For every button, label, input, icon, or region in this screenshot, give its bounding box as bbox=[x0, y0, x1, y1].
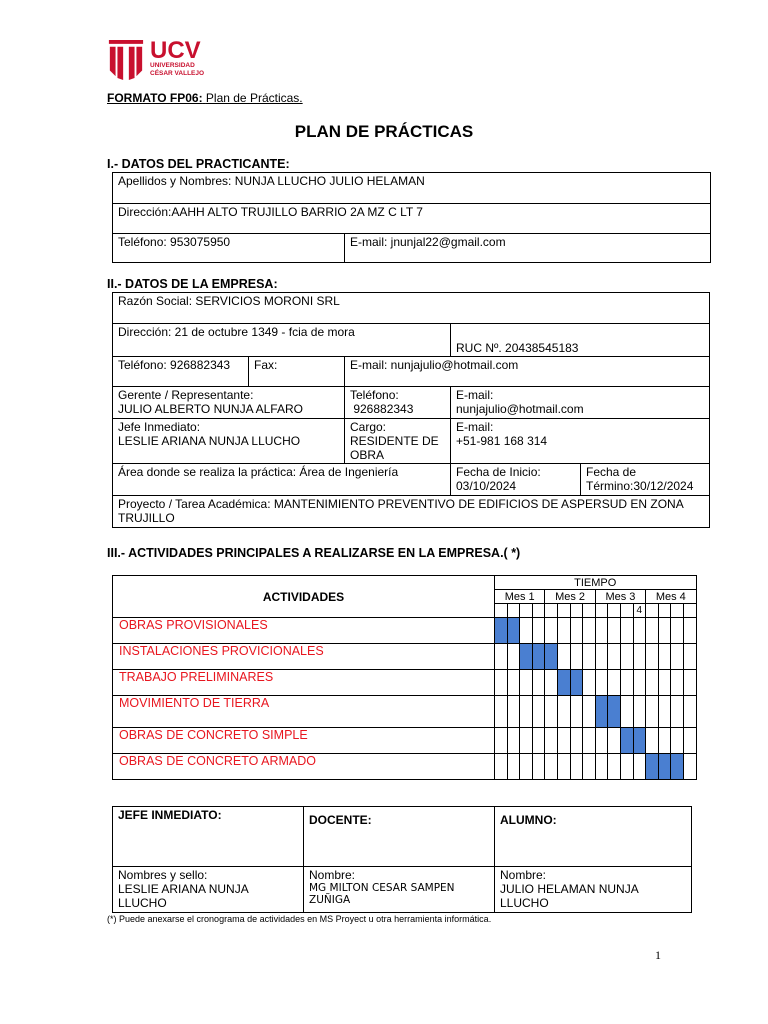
jefe-name: LESLIE ARIANA NUNJA LLUCHO bbox=[118, 434, 301, 448]
page-title: PLAN DE PRÁCTICAS bbox=[294, 122, 474, 141]
practicante-telefono: Teléfono: 953075950 bbox=[113, 234, 345, 263]
firma-alumno-cell bbox=[495, 867, 692, 913]
jefe-email-label: E-mail: bbox=[456, 420, 494, 434]
gantt-empty-cell bbox=[532, 670, 545, 696]
gantt-empty-cell bbox=[583, 670, 596, 696]
gantt-empty-cell bbox=[658, 728, 671, 754]
gantt-empty-cell bbox=[532, 728, 545, 754]
gantt-empty-cell bbox=[646, 644, 659, 670]
jefe-cargo-cell bbox=[345, 419, 451, 464]
empresa-direccion: Dirección: 21 de octubre 1349 - fcia de mora bbox=[113, 324, 451, 357]
gerente-telefono: 926882343 bbox=[350, 402, 414, 416]
gantt-empty-cell bbox=[683, 670, 696, 696]
jefe-email: +51-981 168 314 bbox=[456, 434, 548, 448]
gantt-empty-cell bbox=[595, 728, 608, 754]
gantt-empty-cell bbox=[545, 618, 558, 644]
gantt-empty-cell bbox=[557, 696, 570, 728]
gantt-empty-cell bbox=[507, 644, 520, 670]
gantt-empty-cell bbox=[495, 728, 508, 754]
gantt-month-1: Mes 1 bbox=[495, 590, 545, 604]
gantt-empty-cell bbox=[633, 754, 646, 780]
gantt-bar-cell bbox=[520, 644, 533, 670]
gantt-header-tiempo: TIEMPO bbox=[495, 576, 697, 590]
gerente-name: JULIO ALBERTO NUNJA ALFARO bbox=[118, 402, 303, 416]
gantt-bar-cell bbox=[557, 670, 570, 696]
gantt-month-4: Mes 4 bbox=[646, 590, 696, 604]
gantt-row bbox=[113, 728, 697, 754]
gantt-row bbox=[113, 670, 697, 696]
firma-jefe-cell bbox=[113, 867, 304, 913]
gantt-empty-cell bbox=[583, 618, 596, 644]
activity-name: TRABAJO PRELIMINARES bbox=[113, 670, 495, 696]
gantt-empty-cell bbox=[507, 670, 520, 696]
gerente-telefono-cell bbox=[345, 387, 451, 419]
gerente-telefono-label: Teléfono: bbox=[350, 388, 399, 402]
gantt-empty-cell bbox=[532, 696, 545, 728]
section-empresa-heading: II.- DATOS DE LA EMPRESA: bbox=[107, 277, 278, 291]
gantt-month-2: Mes 2 bbox=[545, 590, 595, 604]
gantt-empty-cell bbox=[620, 754, 633, 780]
gantt-empty-cell bbox=[520, 696, 533, 728]
gantt-empty-cell bbox=[495, 670, 508, 696]
formato-code: FORMATO FP06: bbox=[107, 91, 203, 105]
gantt-empty-cell bbox=[532, 754, 545, 780]
gantt-bar-cell bbox=[545, 644, 558, 670]
gantt-empty-cell bbox=[608, 670, 621, 696]
gantt-empty-cell bbox=[608, 754, 621, 780]
gantt-week-14 bbox=[658, 604, 671, 618]
jefe-email-cell bbox=[451, 419, 710, 464]
gerente-email-cell bbox=[451, 387, 710, 419]
gantt-bar-cell bbox=[671, 754, 684, 780]
gantt-empty-cell bbox=[557, 728, 570, 754]
gantt-empty-cell bbox=[620, 644, 633, 670]
activity-name: OBRAS DE CONCRETO ARMADO bbox=[113, 754, 495, 780]
gantt-empty-cell bbox=[507, 754, 520, 780]
gantt-week-5 bbox=[545, 604, 558, 618]
practicante-direccion: Dirección:AAHH ALTO TRUJILLO BARRIO 2A MZ C LT 7 bbox=[113, 204, 711, 234]
gantt-empty-cell bbox=[633, 696, 646, 728]
section-actividades-heading: III.- ACTIVIDADES PRINCIPALES A REALIZARSE EN LA EMPRESA.( *) bbox=[107, 546, 521, 560]
gantt-empty-cell bbox=[671, 670, 684, 696]
gantt-bar-cell bbox=[595, 696, 608, 728]
gerente-email: nunjajulio@hotmail.com bbox=[456, 402, 584, 416]
gantt-header-actividades: ACTIVIDADES bbox=[113, 576, 495, 618]
gantt-bar-cell bbox=[658, 754, 671, 780]
gantt-empty-cell bbox=[520, 618, 533, 644]
activity-name: MOVIMIENTO DE TIERRA bbox=[113, 696, 495, 728]
gantt-empty-cell bbox=[595, 754, 608, 780]
gantt-week-2 bbox=[507, 604, 520, 618]
gantt-empty-cell bbox=[683, 618, 696, 644]
gantt-bar-cell bbox=[570, 670, 583, 696]
empresa-ruc: RUC Nº. 20438545183 bbox=[451, 324, 710, 357]
activity-name: OBRAS DE CONCRETO SIMPLE bbox=[113, 728, 495, 754]
gantt-empty-cell bbox=[583, 754, 596, 780]
footnote: (*) Puede anexarse el cronograma de actividades en MS Proyect u otra herramienta informática. bbox=[107, 914, 492, 924]
formato-name: Plan de Prácticas. bbox=[205, 91, 303, 105]
gantt-week-9 bbox=[595, 604, 608, 618]
gerente-email-label: E-mail: bbox=[456, 388, 494, 402]
gantt-week-15 bbox=[671, 604, 684, 618]
gantt-empty-cell bbox=[608, 618, 621, 644]
gantt-week-3 bbox=[520, 604, 533, 618]
firmas-table bbox=[112, 806, 692, 913]
gantt-empty-cell bbox=[545, 670, 558, 696]
jefe-label: Jefe Inmediato: bbox=[118, 420, 201, 434]
gantt-week-4 bbox=[532, 604, 545, 618]
gantt-week-10 bbox=[608, 604, 621, 618]
gantt-empty-cell bbox=[620, 670, 633, 696]
gantt-week-12: 4 bbox=[633, 604, 646, 618]
gantt-bar-cell bbox=[532, 644, 545, 670]
gantt-empty-cell bbox=[683, 696, 696, 728]
gantt-week-6 bbox=[557, 604, 570, 618]
gantt-empty-cell bbox=[545, 754, 558, 780]
logo-line-2: CÉSAR VALLEJO bbox=[150, 70, 205, 77]
gantt-empty-cell bbox=[646, 696, 659, 728]
gantt-empty-cell bbox=[495, 644, 508, 670]
gantt-bar-cell bbox=[646, 754, 659, 780]
gantt-empty-cell bbox=[671, 644, 684, 670]
jefe-cargo: RESIDENTE DE OBRA bbox=[350, 434, 439, 462]
gantt-empty-cell bbox=[570, 754, 583, 780]
gantt-empty-cell bbox=[545, 728, 558, 754]
activity-name: OBRAS PROVISIONALES bbox=[113, 618, 495, 644]
formato-label bbox=[107, 91, 303, 105]
firma-alumno-name: JULIO HELAMAN NUNJA LLUCHO bbox=[500, 882, 639, 910]
practicante-nombres: Apellidos y Nombres: NUNJA LLUCHO JULIO HELAMAN bbox=[113, 173, 711, 204]
ucv-logo-mark bbox=[107, 38, 145, 82]
gantt-empty-cell bbox=[520, 670, 533, 696]
gantt-empty-cell bbox=[583, 696, 596, 728]
gantt-bar-cell bbox=[620, 728, 633, 754]
gantt-empty-cell bbox=[557, 644, 570, 670]
page-number: 1 bbox=[655, 948, 661, 962]
gantt-empty-cell bbox=[633, 618, 646, 644]
gantt-row bbox=[113, 644, 697, 670]
gantt-week-13 bbox=[646, 604, 659, 618]
gantt-empty-cell bbox=[520, 754, 533, 780]
gantt-empty-cell bbox=[570, 728, 583, 754]
gantt-empty-cell bbox=[532, 618, 545, 644]
gantt-month-3: Mes 3 bbox=[595, 590, 645, 604]
logo-university-text bbox=[150, 62, 204, 78]
gerente-cell bbox=[113, 387, 345, 419]
practicante-table bbox=[112, 172, 711, 263]
gantt-empty-cell bbox=[507, 728, 520, 754]
gantt-empty-cell bbox=[671, 618, 684, 644]
gantt-empty-cell bbox=[620, 618, 633, 644]
gantt-empty-cell bbox=[570, 644, 583, 670]
gantt-empty-cell bbox=[545, 696, 558, 728]
activity-name: INSTALACIONES PROVICIONALES bbox=[113, 644, 495, 670]
gantt-row bbox=[113, 696, 697, 728]
gantt-empty-cell bbox=[683, 644, 696, 670]
gantt-empty-cell bbox=[608, 728, 621, 754]
gantt-empty-cell bbox=[646, 728, 659, 754]
gantt-week-7 bbox=[570, 604, 583, 618]
gantt-empty-cell bbox=[620, 696, 633, 728]
fecha-termino-cell bbox=[581, 464, 710, 496]
gantt-empty-cell bbox=[583, 644, 596, 670]
gerente-label: Gerente / Representante: bbox=[118, 388, 254, 402]
gantt-empty-cell bbox=[646, 618, 659, 644]
gantt-empty-cell bbox=[633, 670, 646, 696]
gantt-empty-cell bbox=[507, 696, 520, 728]
jefe-cargo-label: Cargo: bbox=[350, 420, 387, 434]
gantt-empty-cell bbox=[683, 754, 696, 780]
gantt-empty-cell bbox=[683, 728, 696, 754]
fecha-termino: Término:30/12/2024 bbox=[586, 479, 694, 493]
gantt-empty-cell bbox=[671, 696, 684, 728]
fecha-termino-label: Fecha de bbox=[586, 465, 637, 479]
gantt-bar-cell bbox=[633, 728, 646, 754]
gantt-bar-cell bbox=[608, 696, 621, 728]
firma-docente-label: Nombre: bbox=[309, 868, 356, 882]
firma-alumno-label: Nombre: bbox=[500, 868, 547, 882]
section-practicante-heading: I.- DATOS DEL PRACTICANTE: bbox=[107, 157, 290, 171]
logo-brand-text: UCV bbox=[150, 37, 201, 64]
fecha-inicio-label: Fecha de Inicio: bbox=[456, 465, 541, 479]
fecha-inicio: 03/10/2024 bbox=[456, 479, 517, 493]
empresa-razon-social: Razón Social: SERVICIOS MORONI SRL bbox=[113, 293, 710, 324]
gantt-empty-cell bbox=[595, 644, 608, 670]
gantt-empty-cell bbox=[595, 618, 608, 644]
gantt-empty-cell bbox=[495, 754, 508, 780]
gantt-empty-cell bbox=[658, 618, 671, 644]
empresa-table bbox=[112, 292, 710, 528]
gantt-empty-cell bbox=[557, 618, 570, 644]
proyecto-tarea: Proyecto / Tarea Académica: MANTENIMIENTO PREVENTIVO DE EDIFICIOS DE ASPERSUD EN ZONA TRUJILLO bbox=[113, 496, 710, 528]
gantt-week-11 bbox=[620, 604, 633, 618]
gantt-empty-cell bbox=[557, 754, 570, 780]
gantt-empty-cell bbox=[495, 696, 508, 728]
firma-docente-name: MG MILTON CESAR SAMPEN ZUÑIGA bbox=[309, 882, 455, 906]
gantt-week-16 bbox=[683, 604, 696, 618]
gantt-table bbox=[112, 575, 697, 780]
practicante-email: E-mail: jnunjal22@gmail.com bbox=[345, 234, 711, 263]
gantt-empty-cell bbox=[570, 696, 583, 728]
area-practica: Área donde se realiza la práctica: Área de Ingeniería bbox=[113, 464, 451, 496]
gantt-empty-cell bbox=[633, 644, 646, 670]
jefe-cell bbox=[113, 419, 345, 464]
empresa-telefono: Teléfono: 926882343 bbox=[113, 357, 249, 387]
firma-alumno-heading: ALUMNO: bbox=[495, 807, 692, 867]
firma-jefe-label: Nombres y sello: bbox=[118, 868, 208, 882]
logo-line-1: UNIVERSIDAD bbox=[150, 62, 195, 69]
gantt-empty-cell bbox=[520, 728, 533, 754]
gantt-row bbox=[113, 618, 697, 644]
gantt-empty-cell bbox=[608, 644, 621, 670]
gantt-empty-cell bbox=[658, 670, 671, 696]
gantt-empty-cell bbox=[646, 670, 659, 696]
gantt-empty-cell bbox=[658, 696, 671, 728]
firma-jefe-name: LESLIE ARIANA NUNJA LLUCHO bbox=[118, 882, 249, 910]
gantt-empty-cell bbox=[671, 728, 684, 754]
firma-docente-cell bbox=[304, 867, 495, 913]
gantt-bar-cell bbox=[507, 618, 520, 644]
fecha-inicio-cell bbox=[451, 464, 581, 496]
gantt-empty-cell bbox=[583, 728, 596, 754]
firma-docente-heading: DOCENTE: bbox=[304, 807, 495, 867]
empresa-fax: Fax: bbox=[249, 357, 345, 387]
gantt-week-8 bbox=[583, 604, 596, 618]
gantt-empty-cell bbox=[658, 644, 671, 670]
firma-jefe-heading: JEFE INMEDIATO: bbox=[113, 807, 304, 867]
gantt-bar-cell bbox=[495, 618, 508, 644]
gantt-week-1 bbox=[495, 604, 508, 618]
gantt-row bbox=[113, 754, 697, 780]
empresa-email: E-mail: nunjajulio@hotmail.com bbox=[345, 357, 710, 387]
gantt-empty-cell bbox=[570, 618, 583, 644]
gantt-empty-cell bbox=[595, 670, 608, 696]
